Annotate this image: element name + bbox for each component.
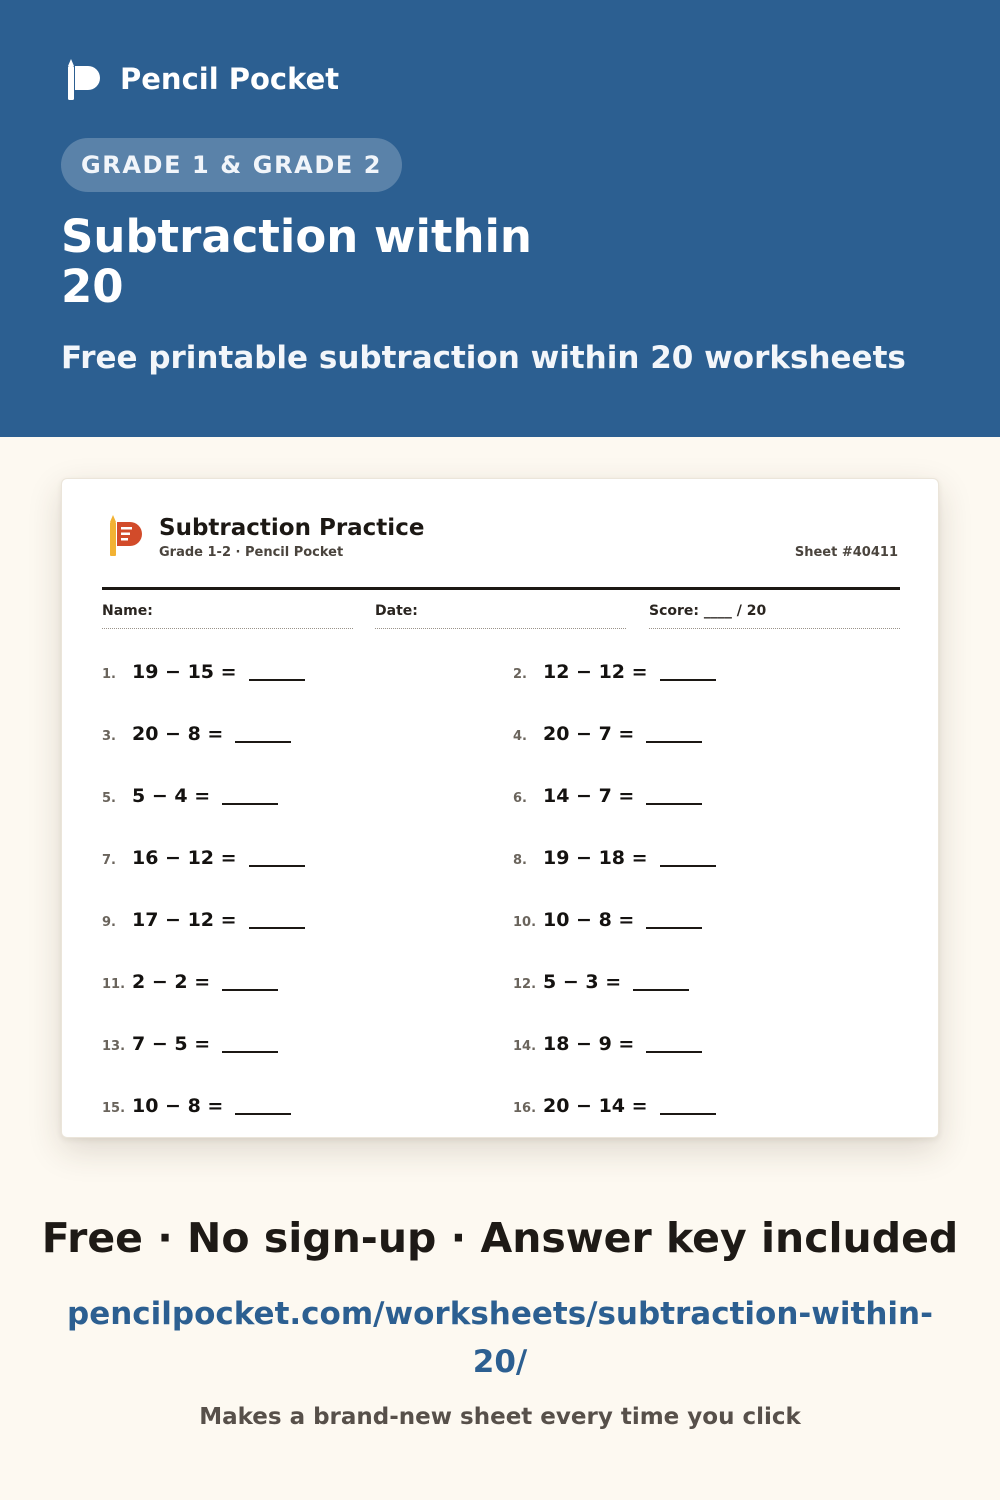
pencil-pocket-logo-icon — [66, 58, 102, 102]
problem-number: 14. — [513, 1039, 537, 1054]
answer-blank — [222, 1029, 278, 1053]
problem-expression: 19 − 18 = — [543, 847, 648, 869]
problem-item — [513, 843, 716, 883]
problem-item — [513, 967, 689, 1007]
problem-item — [513, 657, 716, 697]
problem-item — [102, 781, 278, 821]
name-field: Name: — [102, 603, 353, 629]
problem-expression: 10 − 8 = — [543, 909, 635, 931]
footer-note: Makes a brand-new sheet every time you click — [199, 1404, 801, 1430]
hero-header — [0, 0, 1000, 437]
answer-blank — [660, 657, 716, 681]
problem-number: 2. — [513, 667, 527, 682]
problem-number: 3. — [102, 729, 116, 744]
answer-blank — [646, 905, 702, 929]
date-field: Date: — [375, 603, 626, 629]
problem-item — [102, 1029, 278, 1069]
problem-item — [513, 905, 702, 945]
problem-item — [102, 719, 291, 759]
score-field: Score: ____ / 20 — [649, 603, 900, 629]
page-subtitle: Free printable subtraction within 20 worksheets — [61, 340, 906, 376]
divider — [102, 587, 900, 590]
problem-item — [102, 843, 305, 883]
sheet-number: Sheet #40411 — [794, 545, 898, 560]
problem-expression: 12 − 12 = — [543, 661, 648, 683]
worksheet-logo-icon — [108, 515, 146, 557]
worksheet-link[interactable]: pencilpocket.com/worksheets/subtraction-within-20/ — [67, 1296, 933, 1380]
problem-expression: 20 − 7 = — [543, 723, 635, 745]
problem-item — [102, 905, 305, 945]
problem-expression: 14 − 7 = — [543, 785, 635, 807]
problem-number: 6. — [513, 791, 527, 806]
brand-name: Pencil Pocket — [120, 62, 340, 96]
problem-expression: 10 − 8 = — [132, 1095, 224, 1117]
answer-blank — [222, 967, 278, 991]
problem-number: 12. — [513, 977, 537, 992]
answer-blank — [235, 719, 291, 743]
problem-expression: 5 − 3 = — [543, 971, 622, 993]
grade-badge: GRADE 1 & GRADE 2 — [61, 138, 402, 192]
answer-blank — [646, 781, 702, 805]
problem-expression: 17 − 12 = — [132, 909, 237, 931]
problem-number: 9. — [102, 915, 116, 930]
problem-item — [102, 1091, 291, 1131]
answer-blank — [249, 657, 305, 681]
problem-expression: 20 − 8 = — [132, 723, 224, 745]
problem-number: 7. — [102, 853, 116, 868]
problem-expression: 2 − 2 = — [132, 971, 211, 993]
problem-number: 8. — [513, 853, 527, 868]
worksheet-meta: Grade 1-2 · Pencil Pocket — [159, 545, 344, 560]
answer-blank — [235, 1091, 291, 1115]
brand[interactable] — [66, 58, 340, 102]
problem-number: 13. — [102, 1039, 126, 1054]
problem-expression: 7 − 5 = — [132, 1033, 211, 1055]
feature-tagline: Free · No sign-up · Answer key included — [41, 1214, 959, 1262]
answer-blank — [249, 905, 305, 929]
answer-blank — [633, 967, 689, 991]
problem-expression: 19 − 15 = — [132, 661, 237, 683]
answer-blank — [249, 843, 305, 867]
problem-item — [102, 657, 305, 697]
problem-number: 5. — [102, 791, 116, 806]
problem-expression: 5 − 4 = — [132, 785, 211, 807]
problem-item — [513, 719, 702, 759]
problem-item — [102, 967, 278, 1007]
answer-blank — [646, 719, 702, 743]
problem-expression: 16 − 12 = — [132, 847, 237, 869]
problem-item — [513, 1029, 702, 1069]
answer-blank — [660, 843, 716, 867]
problem-number: 1. — [102, 667, 116, 682]
problem-expression: 20 − 14 = — [543, 1095, 648, 1117]
worksheet-title: Subtraction Practice — [159, 515, 425, 541]
worksheet-preview[interactable] — [61, 478, 939, 1138]
problem-number: 4. — [513, 729, 527, 744]
page-title: Subtraction within 20 — [61, 210, 532, 313]
problem-item — [513, 1091, 716, 1131]
answer-blank — [660, 1091, 716, 1115]
problem-number: 11. — [102, 977, 126, 992]
answer-blank — [646, 1029, 702, 1053]
problem-number: 16. — [513, 1101, 537, 1116]
problem-item — [513, 781, 702, 821]
problem-expression: 18 − 9 = — [543, 1033, 635, 1055]
answer-blank — [222, 781, 278, 805]
problem-number: 10. — [513, 915, 537, 930]
problem-number: 15. — [102, 1101, 126, 1116]
